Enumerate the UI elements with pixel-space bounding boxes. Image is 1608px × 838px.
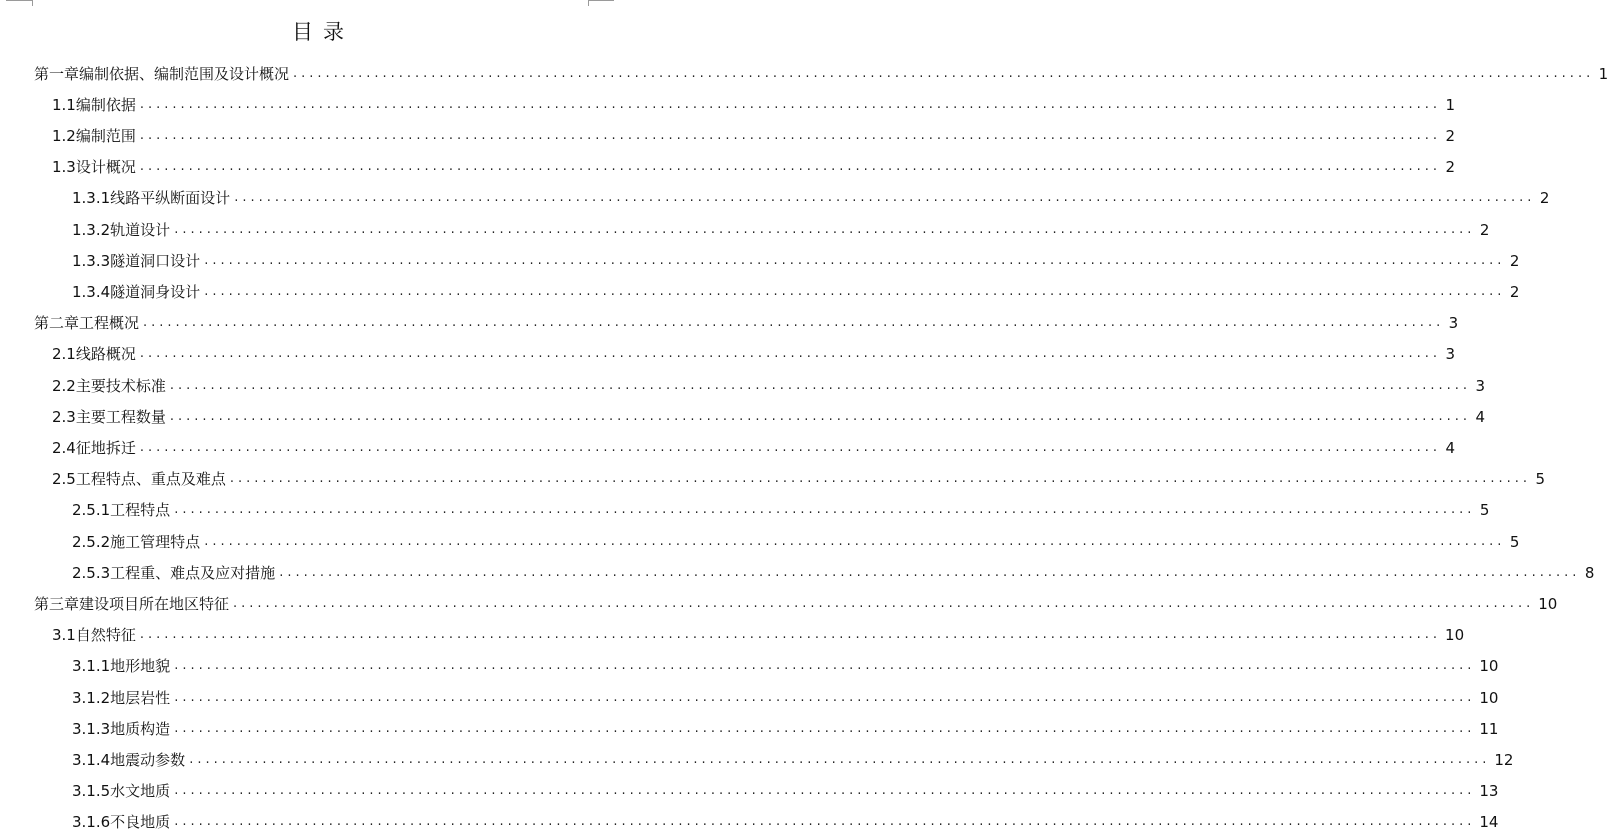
toc-entry-page-number: 2: [1509, 282, 1520, 301]
toc-leader-dots: ................................................................................................................................................................: [139, 439, 1442, 455]
toc-leader-dots: ................................................................................................................................................................: [293, 65, 1595, 81]
page-corner-mark-right: [588, 0, 614, 1]
toc-entry-title: 水文地质: [110, 782, 171, 801]
toc-entry-title: 线路平纵断面设计: [110, 189, 231, 208]
toc-entry-title: 地形地貌: [110, 657, 171, 676]
toc-entry-page-number: 2: [1509, 251, 1520, 270]
toc-entry-page-number: 5: [1479, 501, 1490, 520]
toc-leader-dots: ................................................................................................................................................................: [279, 564, 1581, 580]
toc-entry-page-number: 10: [1479, 657, 1499, 676]
toc-leader-dots: ................................................................................................................................................................: [234, 190, 1536, 206]
toc-entry-number: 2.5.2: [72, 532, 111, 551]
toc-entry-page-number: 2: [1445, 158, 1456, 177]
toc-entry-number: 2.2: [52, 376, 76, 395]
toc-leader-dots: ................................................................................................................................................................: [169, 408, 1472, 424]
toc-entry-page-number: 1: [1598, 64, 1608, 83]
toc-title: 目录: [292, 20, 354, 44]
toc-leader-dots: ................................................................................................................................................................: [233, 595, 1535, 611]
toc-entry-page-number: 3: [1445, 345, 1456, 364]
page-corner-mark-left-vertical: [32, 0, 33, 6]
toc-leader-dots: ................................................................................................................................................................: [189, 751, 1491, 767]
toc-entry[interactable]: [52, 401, 1486, 432]
toc-entry[interactable]: [72, 526, 1520, 557]
toc-entry[interactable]: [72, 713, 1499, 744]
toc-entry-page-number: 2: [1539, 189, 1550, 208]
toc-entry[interactable]: [52, 370, 1486, 401]
toc-leader-dots: ................................................................................................................................................................: [139, 159, 1442, 175]
toc-entry-title: 施工管理特点: [110, 532, 201, 551]
toc-entry-page-number: 13: [1479, 782, 1499, 801]
toc-entry[interactable]: [72, 183, 1550, 214]
toc-entry[interactable]: [52, 89, 1456, 120]
toc-entry-number: 2.5: [52, 470, 76, 489]
toc-leader-dots: ................................................................................................................................................................: [174, 814, 1476, 830]
toc-entry-number: 第一章: [34, 64, 80, 83]
toc-entry-page-number: 5: [1509, 532, 1520, 551]
toc-entry-page-number: 14: [1479, 813, 1499, 832]
toc-entry-number: 3.1.5: [72, 782, 111, 801]
toc-entry-title: 地震动参数: [110, 750, 186, 769]
toc-entry-page-number: 10: [1538, 594, 1558, 613]
toc-leader-dots: ................................................................................................................................................................: [174, 221, 1476, 237]
toc-entry-title: 征地拆迁: [75, 438, 136, 457]
toc-entry-page-number: 3: [1475, 376, 1486, 395]
toc-leader-dots: ................................................................................................................................................................: [174, 689, 1476, 705]
toc-entry[interactable]: [72, 495, 1490, 526]
toc-entry-title: 不良地质: [110, 813, 171, 832]
toc-entry-number: 3.1.1: [72, 657, 111, 676]
toc-entry-title: 主要技术标准: [75, 376, 166, 395]
toc-entry-number: 3.1.3: [72, 719, 111, 738]
toc-entry-title: 地层岩性: [110, 688, 171, 707]
toc-entry-page-number: 3: [1448, 314, 1459, 333]
toc-leader-dots: ................................................................................................................................................................: [169, 377, 1472, 393]
toc-leader-dots: ................................................................................................................................................................: [174, 720, 1476, 736]
toc-leader-dots: ................................................................................................................................................................: [143, 315, 1445, 331]
toc-leader-dots: ................................................................................................................................................................: [139, 96, 1442, 112]
toc-entry-number: 1.3.3: [72, 251, 111, 270]
toc-entry-page-number: 12: [1494, 750, 1514, 769]
toc-entry[interactable]: [34, 308, 1459, 339]
toc-entry[interactable]: [72, 276, 1520, 307]
toc-entry-title: 编制依据: [75, 95, 136, 114]
toc-entry-title: 编制范围: [75, 126, 136, 145]
toc-entry[interactable]: [52, 339, 1456, 370]
toc-entry[interactable]: [72, 744, 1514, 775]
toc-leader-dots: ................................................................................................................................................................: [204, 283, 1506, 299]
toc-entry-title: 工程特点: [110, 501, 171, 520]
toc-entry-page-number: 1: [1445, 95, 1456, 114]
toc-entry-number: 3.1.4: [72, 750, 111, 769]
toc-entry[interactable]: [52, 120, 1456, 151]
toc-entry[interactable]: [52, 464, 1546, 495]
toc-entry-title: 轨道设计: [110, 220, 171, 239]
toc-entry-number: 1.2: [52, 126, 76, 145]
toc-entry-number: 1.3.2: [72, 220, 111, 239]
toc-leader-dots: ................................................................................................................................................................: [204, 533, 1506, 549]
toc-entry-number: 3.1: [52, 626, 76, 645]
toc-entry-title: 编制依据、编制范围及设计概况: [79, 64, 290, 83]
toc-leader-dots: ................................................................................................................................................................: [139, 127, 1442, 143]
toc-entry-title: 工程概况: [79, 314, 140, 333]
toc-entry-number: 3.1.2: [72, 688, 111, 707]
toc-entry-page-number: 4: [1445, 438, 1456, 457]
toc-entry-title: 线路概况: [75, 345, 136, 364]
toc-entry-title: 隧道洞口设计: [110, 251, 201, 270]
toc-entry-title: 工程特点、重点及难点: [75, 470, 226, 489]
page-corner-mark-right-vertical: [588, 0, 589, 6]
toc-entry-title: 主要工程数量: [75, 407, 166, 426]
toc-leader-dots: ................................................................................................................................................................: [229, 471, 1532, 487]
toc-entry-number: 3.1.6: [72, 813, 111, 832]
toc-entry-page-number: 4: [1475, 407, 1486, 426]
toc-entry-title: 地质构造: [110, 719, 171, 738]
toc-entry-number: 2.4: [52, 438, 76, 457]
toc-entry-number: 第三章: [34, 594, 80, 613]
toc-entry-number: 1.3.1: [72, 189, 111, 208]
toc-entry-title: 建设项目所在地区特征: [79, 594, 230, 613]
toc-entry-number: 2.1: [52, 345, 76, 364]
toc-entry-page-number: 5: [1535, 470, 1546, 489]
toc-entry-title: 设计概况: [75, 158, 136, 177]
toc-leader-dots: ................................................................................................................................................................: [204, 252, 1506, 268]
toc-entry-title: 自然特征: [75, 626, 136, 645]
toc-leader-dots: ................................................................................................................................................................: [174, 658, 1476, 674]
toc-entry[interactable]: [72, 651, 1499, 682]
toc-entry[interactable]: [72, 245, 1520, 276]
toc-entry-page-number: 2: [1479, 220, 1490, 239]
toc-entry[interactable]: [34, 588, 1558, 619]
toc-entry-number: 1.1: [52, 95, 76, 114]
toc-entry-page-number: 10: [1479, 688, 1499, 707]
toc-entry[interactable]: [72, 807, 1499, 838]
toc-entry-number: 2.5.1: [72, 501, 111, 520]
toc-entry[interactable]: [72, 682, 1499, 713]
toc-entry-number: 第二章: [34, 314, 80, 333]
toc-entry[interactable]: [72, 557, 1595, 588]
toc-entry[interactable]: [34, 58, 1608, 89]
toc-entry-number: 1.3: [52, 158, 76, 177]
page-corner-mark-left: [6, 0, 32, 1]
toc-entry-page-number: 2: [1445, 126, 1456, 145]
toc-entry-number: 1.3.4: [72, 282, 111, 301]
toc-entry[interactable]: [52, 432, 1456, 463]
toc-leader-dots: ................................................................................................................................................................: [174, 502, 1476, 518]
toc-entry-number: 2.3: [52, 407, 76, 426]
toc-entry-title: 隧道洞身设计: [110, 282, 201, 301]
toc-leader-dots: ................................................................................................................................................................: [139, 627, 1442, 643]
toc-entry[interactable]: [72, 214, 1490, 245]
toc-entry[interactable]: [72, 776, 1499, 807]
toc-entry[interactable]: [52, 620, 1465, 651]
toc-entry-title: 工程重、难点及应对措施: [110, 563, 276, 582]
toc-entry-page-number: 8: [1584, 563, 1595, 582]
toc-leader-dots: ................................................................................................................................................................: [139, 346, 1442, 362]
toc-entry-page-number: 11: [1479, 719, 1499, 738]
toc-entry-number: 2.5.3: [72, 563, 111, 582]
toc-entry-page-number: 10: [1445, 626, 1465, 645]
toc-entry[interactable]: [52, 152, 1456, 183]
toc-leader-dots: ................................................................................................................................................................: [174, 783, 1476, 799]
